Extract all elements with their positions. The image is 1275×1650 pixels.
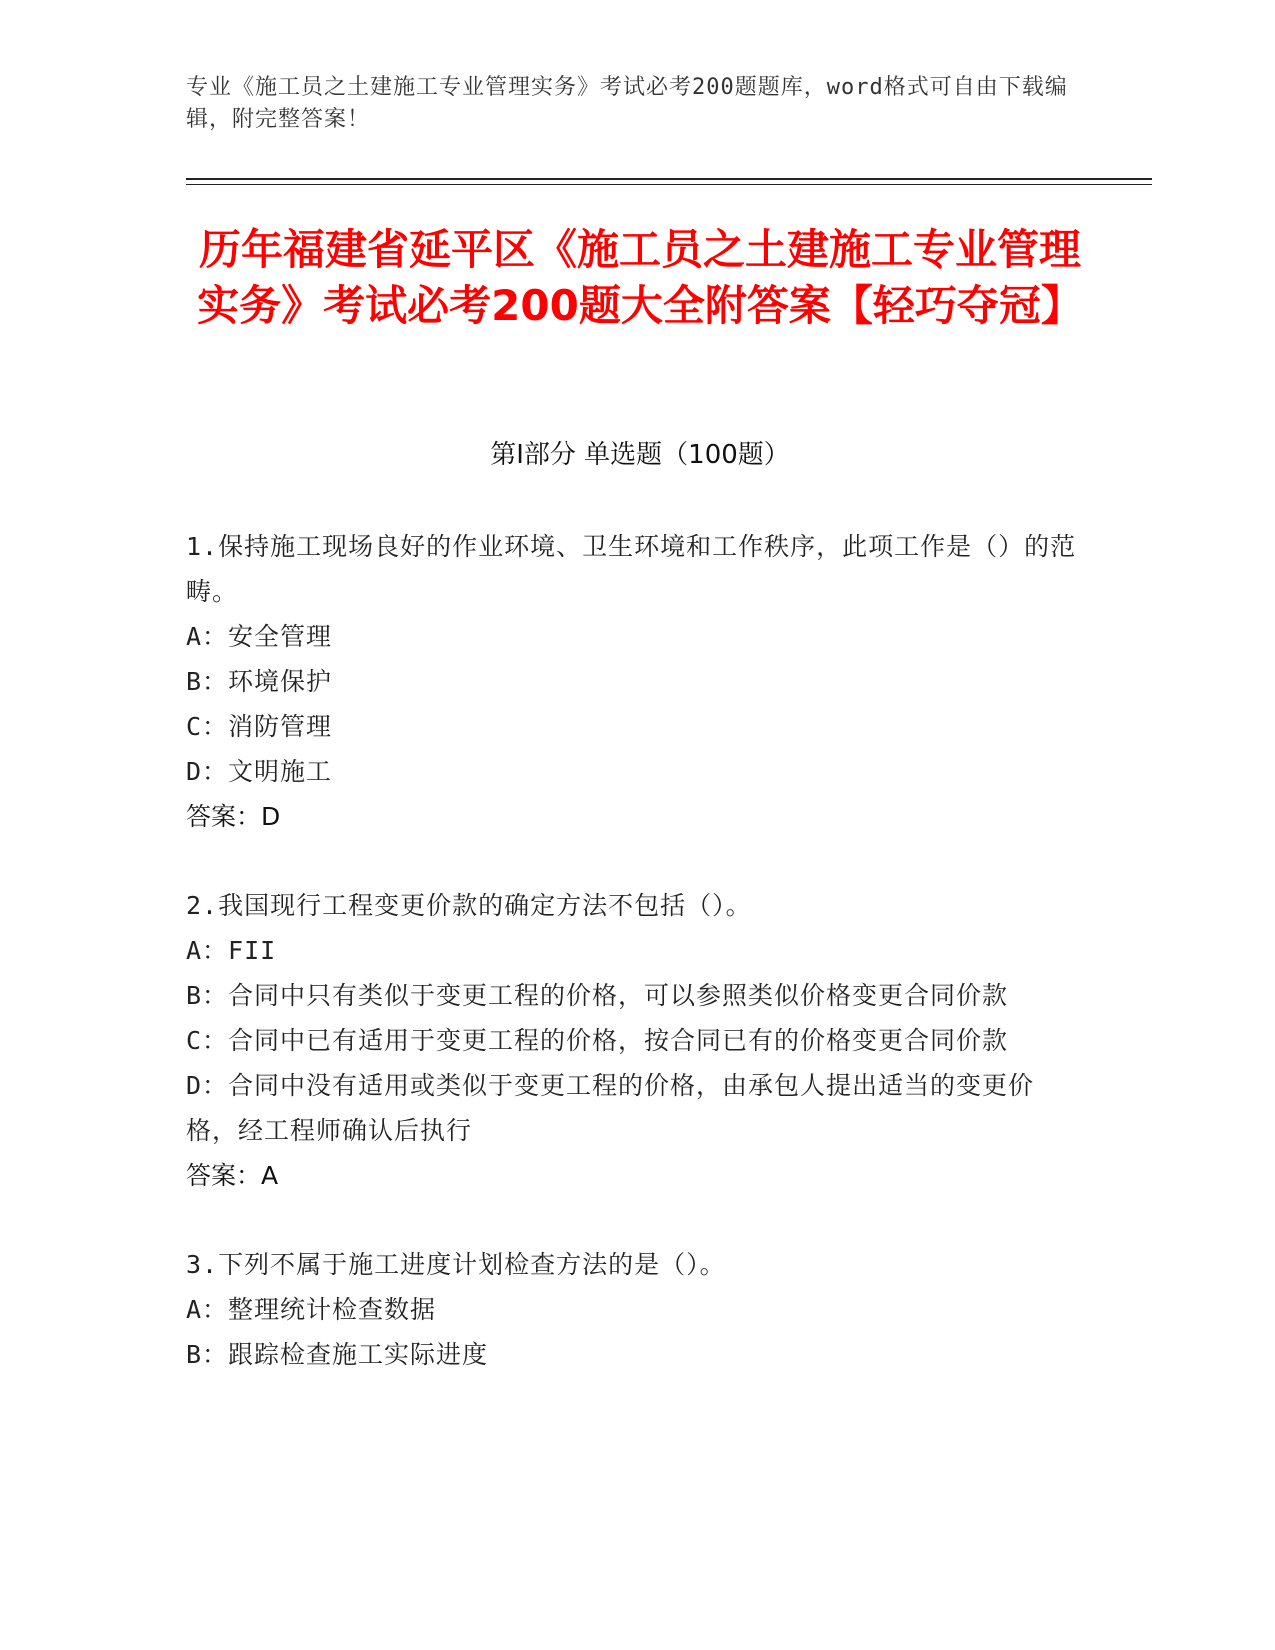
question-list	[186, 524, 1086, 1421]
option-c: C：消防管理	[186, 712, 333, 741]
header-divider-thin	[186, 184, 1152, 185]
option-a: A：整理统计检查数据	[186, 1295, 437, 1324]
answer: 答案：D	[186, 802, 281, 831]
section-heading: 第I部分 单选题（100题）	[490, 440, 790, 470]
question-3	[186, 1242, 1086, 1377]
header-divider-thick	[186, 178, 1152, 180]
option-d: D：合同中没有适用或类似于变更工程的价格，由承包人提出适当的变更价格，经工程师确认后执行	[186, 1071, 1035, 1145]
option-c: C：合同中已有适用于变更工程的价格，按合同已有的价格变更合同价款	[186, 1026, 1009, 1055]
option-b: B：跟踪检查施工实际进度	[186, 1340, 489, 1369]
question-stem: 1.保持施工现场良好的作业环境、卫生环境和工作秩序，此项工作是（）的范畴。	[186, 532, 1077, 606]
document-title: 历年福建省延平区《施工员之土建施工专业管理实务》考试必考200题大全附答案【轻巧夺冠】	[197, 225, 1083, 330]
option-a: A：安全管理	[186, 622, 333, 651]
question-2	[186, 883, 1086, 1198]
question-stem: 3.下列不属于施工进度计划检查方法的是（）。	[186, 1250, 726, 1279]
question-1	[186, 524, 1086, 839]
header-note: 专业《施工员之土建施工专业管理实务》考试必考200题题库，word格式可自由下载编辑，附完整答案！	[186, 75, 1068, 132]
option-b: B：环境保护	[186, 667, 333, 696]
option-b: B：合同中只有类似于变更工程的价格，可以参照类似价格变更合同价款	[186, 981, 1009, 1010]
question-stem: 2.我国现行工程变更价款的确定方法不包括（）。	[186, 891, 752, 920]
option-d: D：文明施工	[186, 757, 333, 786]
option-a: A：FII	[186, 936, 277, 965]
answer: 答案：A	[186, 1161, 279, 1190]
